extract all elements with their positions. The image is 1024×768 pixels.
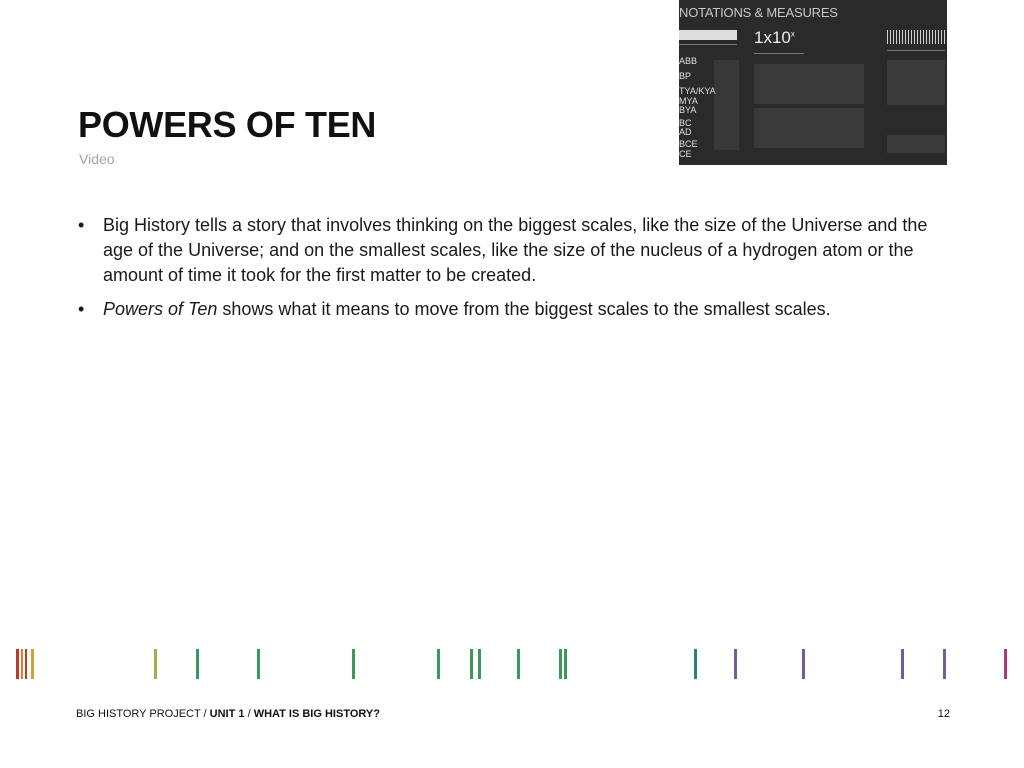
video-title-italic: Powers of Ten <box>103 299 218 319</box>
thumbnail-formula: 1x10$^x$ <box>754 28 795 47</box>
stripe <box>478 649 481 679</box>
thumbnail-heading: NOTATIONS & MEASURES <box>679 5 838 20</box>
stripe <box>734 649 737 679</box>
stripe <box>16 649 19 679</box>
stripe <box>901 649 904 679</box>
stripe <box>1004 649 1007 679</box>
stripe <box>517 649 520 679</box>
stripe <box>564 649 567 679</box>
stripe <box>943 649 946 679</box>
timeline-stripes-decoration <box>0 649 1024 679</box>
scale-bar-graphic <box>679 30 737 40</box>
stripe <box>25 649 27 679</box>
bullet-list <box>78 213 948 331</box>
stripe <box>802 649 805 679</box>
slide-title: POWERS OF TEN <box>78 104 377 145</box>
page-number: 12 <box>937 708 950 720</box>
stripe <box>31 649 34 679</box>
stripe <box>352 649 355 679</box>
footer-breadcrumb: BIG HISTORY PROJECT / UNIT 1 / WHAT IS BIG HISTORY? <box>76 708 380 720</box>
stripe <box>470 649 473 679</box>
bullet-item: • Big History tells a story that involves thinking on the biggest scales, like the size of the Universe and the age of the Universe; and on the smallest scales, like the size of the nucleus of a hydrogen atom or the amount of time it took for the first matter to be created. <box>78 213 948 288</box>
stripe <box>694 649 697 679</box>
slide-subtitle: Video <box>79 151 115 167</box>
ruler-ticks-graphic <box>887 30 945 44</box>
bullet-item: • Powers of Ten shows what it means to move from the biggest scales to the smallest scales. <box>78 297 948 322</box>
stripe <box>257 649 260 679</box>
video-thumbnail[interactable]: NOTATIONS & MEASURES 1x10$^x$ ABB BP TYA/KYA MYA BYA BC AD BCE CE <box>679 0 947 165</box>
stripe <box>559 649 562 679</box>
stripe <box>21 649 23 679</box>
stripe <box>437 649 440 679</box>
stripe <box>196 649 199 679</box>
stripe <box>154 649 157 679</box>
